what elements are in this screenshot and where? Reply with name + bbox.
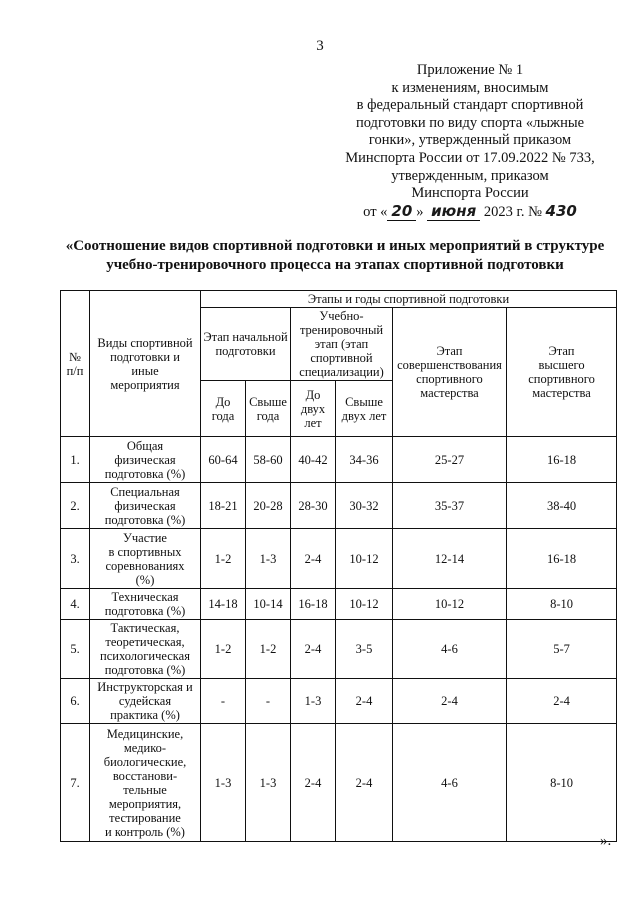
value-cell: 18-21 [201,483,246,529]
value-cell: 2-4 [336,679,393,724]
value-cell: 16-18 [507,437,617,483]
closing-quote: ». [600,833,612,849]
header-stage-initial: Этап начальной подготовки [201,308,291,381]
value-cell: 10-12 [336,529,393,589]
heading-line-1: «Соотношение видов спортивной подготовки и иных мероприятий в структуре [65,238,605,254]
value-cell: 38-40 [507,483,617,529]
row-number: 2. [61,483,90,529]
row-number: 6. [61,679,90,724]
value-cell: 1-3 [246,724,291,842]
annex-line: Минспорта России от 17.09.2022 № 733, [345,149,595,166]
date-prefix: от « [363,203,388,220]
training-ratio-table [60,290,617,842]
value-cell: 1-2 [201,529,246,589]
value-cell: - [246,679,291,724]
value-cell: 10-12 [336,589,393,620]
row-type: Общая физическая подготовка (%) [90,437,201,483]
row-number: 5. [61,620,90,679]
header-initial-up-to-year: До года [201,381,246,437]
value-cell: 60-64 [201,437,246,483]
value-cell: 2-4 [291,620,336,679]
row-number: 3. [61,529,90,589]
annex-line: утвержденным, приказом [391,167,549,184]
value-cell: 4-6 [393,724,507,842]
value-cell: 34-36 [336,437,393,483]
value-cell: 2-4 [291,724,336,842]
value-cell: 25-27 [393,437,507,483]
order-number-handwritten: 430 [545,201,577,220]
value-cell: 28-30 [291,483,336,529]
annex-date-line [330,203,610,222]
value-cell: 10-12 [393,589,507,620]
row-type: Специальная физическая подготовка (%) [90,483,201,529]
header-stage-perfection: Этап совершенствования спортивного мастерства [393,308,507,437]
value-cell: 1-3 [201,724,246,842]
header-training-up-to-two: До двух лет [291,381,336,437]
value-cell: 1-2 [246,620,291,679]
table-row [61,437,617,483]
heading-line-2: учебно-тренировочного процесса на этапах спортивной подготовки [106,257,564,273]
value-cell: 2-4 [291,529,336,589]
header-stages-group: Этапы и годы спортивной подготовки [201,291,617,308]
header-initial-over-year: Свыше года [246,381,291,437]
annex-line: гонки», утвержденный приказом [368,132,572,149]
value-cell: 16-18 [507,529,617,589]
header-number: № п/п [61,291,90,437]
value-cell: 2-4 [393,679,507,724]
value-cell: 30-32 [336,483,393,529]
value-cell: 35-37 [393,483,507,529]
value-cell: 2-4 [336,724,393,842]
table-row [61,620,617,679]
annex-block [330,62,610,221]
row-number: 7. [61,724,90,842]
row-type: Тактическая, теоретическая, психологическая подготовка (%) [90,620,201,679]
row-type: Инструкторская и судейская практика (%) [90,679,201,724]
value-cell: 8-10 [507,589,617,620]
document-heading [50,237,620,275]
annex-line: Минспорта России [411,185,529,202]
value-cell: 40-42 [291,437,336,483]
header-stage-highest: Этап высшего спортивного мастерства [507,308,617,437]
value-cell: 16-18 [291,589,336,620]
value-cell: 1-3 [291,679,336,724]
table-row [61,529,617,589]
value-cell: 5-7 [507,620,617,679]
date-day-handwritten: 20 [387,202,416,221]
annex-line: Приложение № 1 [416,62,524,78]
value-cell: 1-3 [246,529,291,589]
annex-line: в федеральный стандарт спортивной [356,97,584,114]
table-row [61,679,617,724]
value-cell: 10-14 [246,589,291,620]
value-cell: 14-18 [201,589,246,620]
header-training-over-two: Свыше двух лет [336,381,393,437]
annex-line: к изменениям, вносимым [391,79,549,96]
row-number: 4. [61,589,90,620]
value-cell: 20-28 [246,483,291,529]
row-type: Медицинские, медико- биологические, восстанови- тельные мероприятия, тестирование и контроль (%) [90,724,201,842]
value-cell: - [201,679,246,724]
date-year: 2023 г. № [483,203,542,220]
value-cell: 3-5 [336,620,393,679]
value-cell: 4-6 [393,620,507,679]
date-month-handwritten: июня [427,202,480,221]
table-row [61,724,617,842]
table-row [61,483,617,529]
header-type: Виды спортивной подготовки и иные мероприятия [90,291,201,437]
annex-line: подготовки по виду спорта «лыжные [355,114,585,131]
value-cell: 2-4 [507,679,617,724]
value-cell: 58-60 [246,437,291,483]
value-cell: 1-2 [201,620,246,679]
page-number: 3 [316,38,324,54]
header-stage-training: Учебно- тренировочный этап (этап спортивной специализации) [291,308,393,381]
row-type: Участие в спортивных соревнованиях (%) [90,529,201,589]
value-cell: 8-10 [507,724,617,842]
row-type: Техническая подготовка (%) [90,589,201,620]
date-mid: » [416,203,424,220]
table-row [61,589,617,620]
row-number: 1. [61,437,90,483]
value-cell: 12-14 [393,529,507,589]
